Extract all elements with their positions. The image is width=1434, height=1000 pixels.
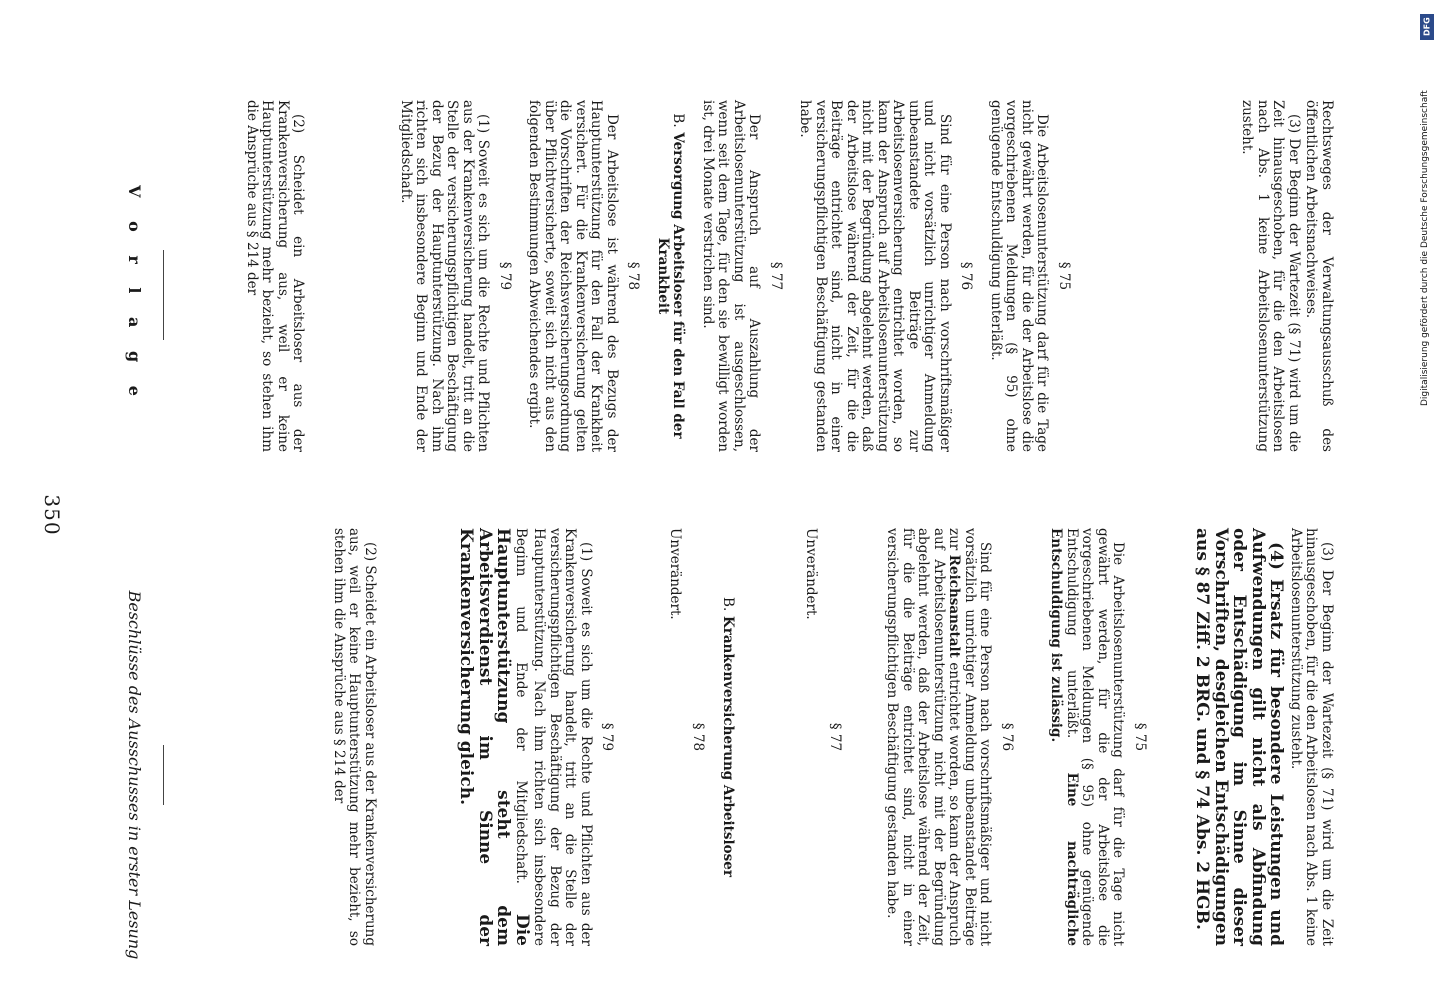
- right-s75-text-plain: Die Arbeitslosenunterstützung darf für die Tage nicht gewährt werden, für die der Arbeitslose die vorgeschriebenen Meldungen (§ 95) ohne genügende Entschuldigung unterläßt.: [1064, 528, 1127, 946]
- left-column: [174, 100, 1334, 452]
- left-intro-text: Rechtsweges der Verwaltungsausschuß des öffentlichen Arbeitsnachweises.: [1303, 100, 1335, 452]
- left-s79-heading: § 79: [497, 261, 513, 291]
- digitization-credit: [1420, 6, 1434, 406]
- right-s78-text: Unverändert.: [667, 528, 683, 620]
- right-s76-text-b: entrichtet worden, so kann der Anspruch auf Arbeitslosenunterstützung nicht mit der Begründung abgelehnt werden, daß der Arbeitslose während der Zeit, für die die Beiträge entrichtet sind, nicht in einer versicherungspflichtigen Beschäftigung gestanden habe.: [884, 528, 963, 946]
- dfg-logo-icon: DFG: [1420, 14, 1434, 40]
- right-s76-text-bold: Reichsanstalt: [946, 554, 963, 658]
- right-s79-para-2: (2) Scheidet ein Arbeitsloser aus der Krankenversicherung aus, weil er keine Hauptunterstützung mehr bezieht, so stehen ihm die Ansprüche aus § 214 der: [331, 528, 378, 947]
- right-section-b-title: Krankenversicherung Arbeitsloser: [720, 615, 736, 877]
- right-s76-text-a: Sind für eine Person nach vorschriftsmäßiger und nicht vorsätzlich unrichtiger Anmeldung unbeanstandet Beiträge zur: [946, 528, 994, 946]
- left-s78-heading: § 78: [625, 261, 642, 291]
- right-s79-text: [457, 528, 593, 946]
- left-s76-heading: § 76: [958, 261, 975, 291]
- left-s77-heading: § 77: [768, 261, 784, 291]
- right-s75-text: [1048, 528, 1126, 946]
- left-s79-para-2: (2) Scheidet ein Arbeitsloser aus der Krankenversicherung aus, weil er keine Hauptunterstützung mehr bezieht, so stehen ihm die Ansprüche aus § 214 der: [244, 100, 307, 452]
- right-section-b-prefix: B.: [720, 597, 736, 612]
- left-column-heading: V o r l a g e: [125, 185, 144, 405]
- digitization-credit-text: Digitalisierung gefördert durch die Deutsche Forschungsgemeinschaft: [1420, 90, 1430, 406]
- left-section-b-prefix: B.: [670, 113, 687, 128]
- left-s75-text: Die Arbeitslosenunterstützung darf für die Tage nicht gewährt werden, für die der Arbeitslose die vorgeschriebenen Meldungen (§ 95) ohne genügende Entschuldigung unterläßt.: [988, 100, 1051, 452]
- right-para-4: (4) Ersatz für besondere Leistungen und Aufwendungen gilt nicht als Abfindung oder Entschädigung im Sinne dieser Vorschriften, desgleichen Entschädigungen aus § 87 Ziff. 2 BRG. und § 74 Abs. 2 HGB.: [1192, 528, 1287, 946]
- right-s79-text-plain: (1) Soweit es sich um die Rechte und Pflichten aus der Krankenversicherung handelt, tritt an die Stelle der versicherungspflichtigen Beschäftigung der Bezug der Hauptunterstützung. Nach ihm richten sich insbesondere Beginn und Ende der Mitgliedschaft.: [513, 528, 594, 946]
- right-heading-rule: [163, 745, 164, 805]
- left-heading-rule: [163, 250, 164, 340]
- right-section-b-heading: [720, 528, 736, 946]
- right-s76-heading: § 76: [999, 722, 1015, 752]
- right-column-heading: Beschlüsse des Ausschusses in erster Lesung: [125, 590, 144, 960]
- left-s75-heading: § 75: [1056, 261, 1072, 291]
- left-s77-text: Der Anspruch auf Auszahlung der Arbeitslosenunterstützung ist ausgeschlossen, wenn seit dem Tage, für den sie bewilligt worden ist, drei Monate verstrichen sind.: [700, 100, 763, 452]
- right-s78-heading: § 78: [690, 722, 707, 752]
- right-s77-heading: § 77: [827, 722, 843, 752]
- left-s79-text: (1) Soweit es sich um die Rechte und Pflichten aus der Krankenversicherung handelt, tritt an die Stelle der versicherungspflichtigen Beschäftigung der Bezug der Hauptunterstützung. Nach ihm richten sich insbesondere Beginn und Ende der Mitgliedschaft.: [398, 100, 492, 452]
- right-s77-text: Unverändert.: [803, 528, 820, 620]
- left-s78-text: Der Arbeitslose ist während des Bezugs der Hauptunterstützung für den Fall der Krankheit versichert. Für die Krankenversicherung gelten die Vorschriften der Reichsversicherungsordnung über Pflichtversicherte, soweit sich nicht aus den folgenden Bestimmungen Abweichendes ergibt.: [526, 100, 620, 452]
- right-s79-text-bold: Die Hauptunterstützung steht dem Arbeitsverdienst im Sinne der Krankenversicherung gleich.: [456, 528, 532, 946]
- left-section-b-heading: [655, 100, 686, 452]
- left-section-b-title: Versorgung Arbeitsloser für den Fall der Krankheit: [655, 132, 687, 439]
- page-number: 350: [40, 494, 64, 536]
- right-s79-heading: § 79: [599, 722, 616, 752]
- right-s76-text: [884, 528, 993, 946]
- right-column: [174, 528, 1334, 946]
- right-para-3: (3) Der Beginn der Wartezeit (§ 71) wird um die Zeit hinausgeschoben, für die den Arbeitslosen nach Abs. 1 keine Arbeitslosenunterstützung zusteht.: [1288, 528, 1335, 946]
- right-s75-text-bold: Eine nachträgliche Entschuldigung ist zulässig.: [1048, 528, 1080, 946]
- left-s76-text: Sind für eine Person nach vorschriftsmäßiger und nicht vorsätzlich unrichtiger Anmeldung unbeanstandete Beiträge zur Arbeitslosenversicherung entrichtet worden, so kann der Anspruch auf Arbeitslosenunterstützung nicht mit der Begründung abgelehnt werden, daß der Arbeitslose während der Zeit, für die die Beiträge entrichtet sind, nicht in einer versicherungspflichtigen Beschäftigung gestanden habe.: [797, 100, 953, 452]
- right-s75-heading: § 75: [1132, 722, 1148, 752]
- left-para-3: (3) Der Beginn der Wartezeit (§ 71) wird um die Zeit hinausgeschoben, für die den Arbeitslosen nach Abs. 1 keine Arbeitslosenunterstützung zusteht.: [1239, 100, 1302, 452]
